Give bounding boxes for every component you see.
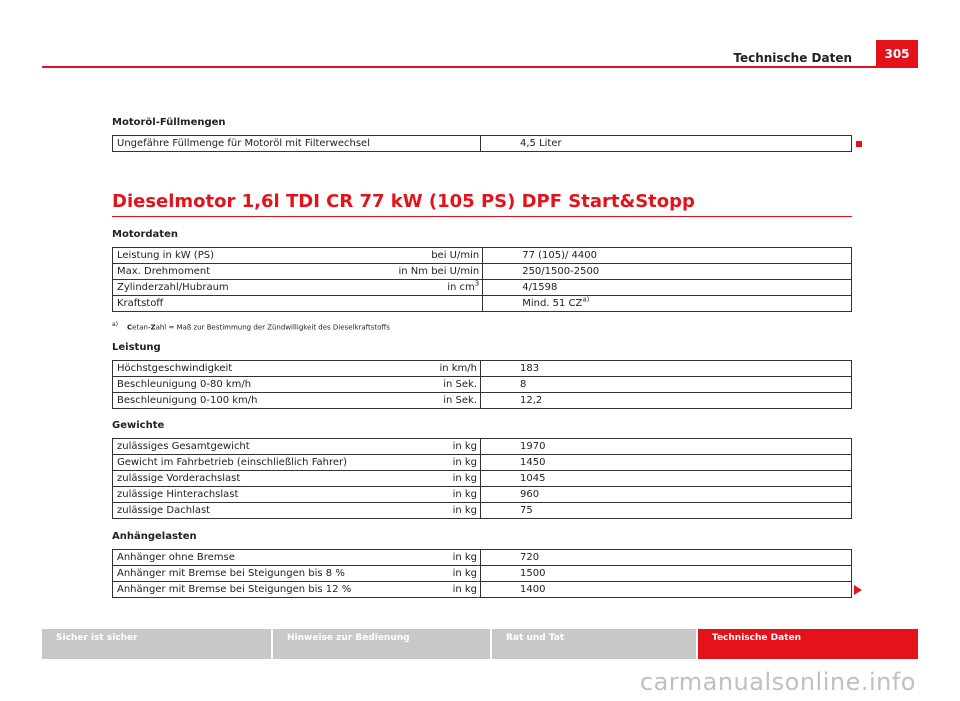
table-row [113,136,852,152]
table-row [113,280,852,296]
table-row [113,393,852,409]
row-unit: in Sek. [395,393,481,409]
row-unit: in kg [395,566,481,582]
table-row [113,582,852,598]
row-label: Max. Drehmoment [113,264,395,280]
row-unit: in kg [395,471,481,487]
row-unit: in kg [395,582,481,598]
row-value: 1500 [481,566,852,582]
row-label: zulässige Vorderachslast [113,471,395,487]
row-unit [395,280,483,296]
table-row [113,566,852,582]
row-value: 8 [481,377,852,393]
table-row [113,377,852,393]
footnote [112,321,390,331]
footer-nav [42,629,918,659]
row-label: Anhänger mit Bremse bei Steigungen bis 8 % [113,566,395,582]
row-value: 250/1500-2500 [483,264,852,280]
row-value [483,296,852,312]
row-label: Anhänger mit Bremse bei Steigungen bis 12 % [113,582,395,598]
running-header-title: Technische Daten [733,51,852,65]
unit-superscript: 3 [474,279,480,288]
oil-table [112,135,852,152]
row-unit: in kg [395,503,481,519]
row-unit: in kg [395,550,481,566]
watermark: carmanualsonline.info [639,668,916,696]
row-unit: in Sek. [395,377,481,393]
table-row [113,550,852,566]
table-row [113,264,852,280]
row-value: 1970 [481,439,852,455]
row-label: zulässige Hinterachslast [113,487,395,503]
row-label: Zylinderzahl/Hubraum [113,280,395,296]
footer-tab-hinweise-zur-bedienung[interactable]: Hinweise zur Bedienung [273,629,490,659]
row-value: 75 [481,503,852,519]
row-value: 183 [481,361,852,377]
row-unit: in Nm bei U/min [395,264,483,280]
footnote-text-part1: etan- [132,323,151,332]
oil-value: 4,5 Liter [481,136,852,152]
row-value: 1400 [481,582,852,598]
footnote-c-letter: C [127,323,133,332]
table-row [113,248,852,264]
row-unit [395,296,483,312]
row-label: Beschleunigung 0-100 km/h [113,393,395,409]
table-row [113,503,852,519]
row-label: Höchstgeschwindigkeit [113,361,395,377]
footer-tab-technische-daten[interactable]: Technische Daten [698,629,918,659]
row-value: 4/1598 [483,280,852,296]
continue-arrow-icon [854,585,862,595]
row-label: Kraftstoff [113,296,395,312]
row-unit: in kg [395,455,481,471]
footer-tab-sicher-ist-sicher[interactable]: Sicher ist sicher [42,629,271,659]
table-row [113,361,852,377]
gewichte-heading: Gewichte [112,420,165,431]
table-row [113,471,852,487]
gewichte-table [112,438,852,519]
row-value: 1045 [481,471,852,487]
section-title: Dieselmotor 1,6l TDI CR 77 kW (105 PS) DPF Start&Stopp [112,191,695,212]
anhaengelasten-heading: Anhängelasten [112,531,197,542]
table-row [113,455,852,471]
footnote-mark: a) [112,321,119,328]
row-label: zulässiges Gesamtgewicht [113,439,395,455]
table-row [113,487,852,503]
motordaten-table [112,247,852,312]
anhaengelasten-table [112,549,852,598]
row-value: 960 [481,487,852,503]
row-unit: bei U/min [395,248,483,264]
section-rule [112,216,852,217]
header-rule [42,66,918,68]
row-value: 12,2 [481,393,852,409]
footnote-text-part2: ahl = Maß zur Bestimmung der Zündwilligkeit des Dieselkraftstoffs [155,323,390,332]
footnote-z-letter: Z [150,323,156,332]
row-label: Gewicht im Fahrbetrieb (einschließlich Fahrer) [113,455,395,471]
value-text: Mind. 51 CZ [522,297,583,309]
unit-text: in cm [447,281,475,293]
end-of-section-icon [856,141,862,147]
leistung-heading: Leistung [112,342,161,353]
row-label: Leistung in kW (PS) [113,248,395,264]
leistung-table [112,360,852,409]
row-value: 720 [481,550,852,566]
page-number: 305 [876,40,918,68]
table-row [113,439,852,455]
oil-heading: Motoröl-Füllmengen [112,117,226,128]
row-value: 77 (105)/ 4400 [483,248,852,264]
row-unit: in km/h [395,361,481,377]
row-label: Beschleunigung 0-80 km/h [113,377,395,393]
table-row [113,296,852,312]
row-label: Anhänger ohne Bremse [113,550,395,566]
row-unit: in kg [395,487,481,503]
motordaten-heading: Motordaten [112,229,178,240]
oil-label: Ungefähre Füllmenge für Motoröl mit Filterwechsel [113,136,481,152]
row-label: zulässige Dachlast [113,503,395,519]
footnote-reference: a) [582,295,590,304]
row-unit: in kg [395,439,481,455]
footer-tab-rat-und-tat[interactable]: Rat und Tat [492,629,696,659]
row-value: 1450 [481,455,852,471]
